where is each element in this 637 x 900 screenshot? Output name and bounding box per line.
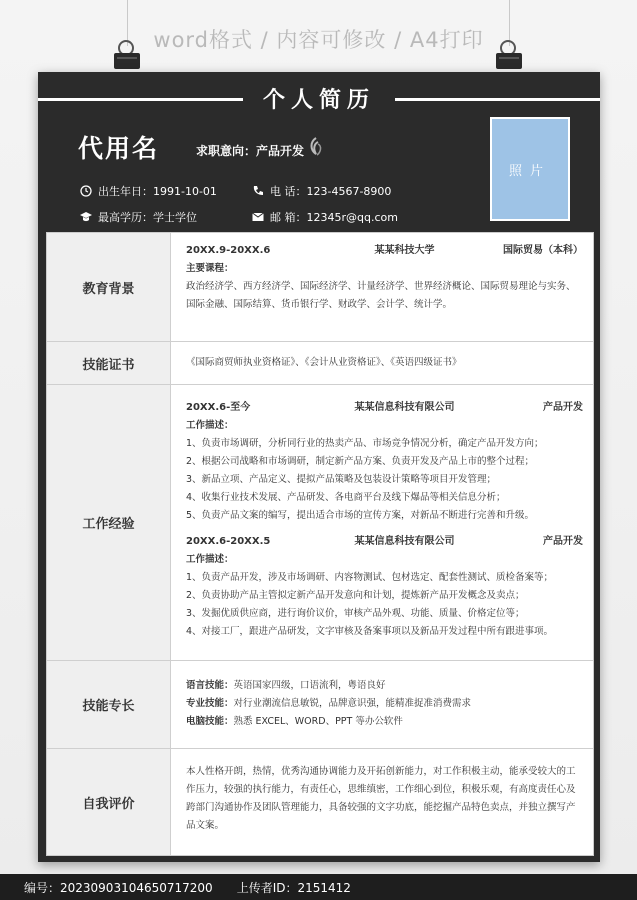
desc-item: 3、发掘优质供应商，进行询价议价，审核产品外观、功能、质量、价格定位等；: [186, 608, 525, 619]
section-body: [186, 763, 583, 835]
skill-value: 对行业潮流信息敏锐，品牌意识强，能精准捉准消费需求: [233, 698, 472, 709]
section-label: 技能专长: [47, 661, 171, 748]
footer-bar: [0, 874, 637, 900]
section-self-evaluation: [47, 749, 593, 855]
swirl-logo-icon: [306, 136, 326, 158]
footer-uploader: 上传者ID：2151412: [236, 880, 351, 895]
job-header: [186, 533, 583, 551]
entry-date: 20XX.9-20XX.6: [186, 245, 271, 256]
certificates-text: 《国际商贸师执业资格证》、《会计从业资格证》、《英语四级证书》: [186, 357, 462, 368]
phone-text: 电 话：123-4567-8900: [270, 185, 392, 198]
binder-clip-icon: [114, 40, 140, 70]
desc-title: 工作描述：: [186, 554, 234, 565]
section-label: 工作经验: [47, 385, 171, 660]
resume-content: [46, 232, 594, 856]
courses-text: 政治经济学、西方经济学、国际经济学、计量经济学、世界经济概论、国际贸易理论与实务、国际金融、国际结算、货币银行学、财政学、会计学、统计学。: [186, 281, 576, 310]
entry-date: 20XX.6-20XX.5: [186, 536, 271, 547]
entry-date: 20XX.6-至今: [186, 402, 251, 413]
email-icon: [252, 211, 264, 223]
entry-role: 国际贸易（本科）: [503, 245, 583, 256]
birth-text: 出生年日：1991-10-01: [98, 185, 217, 198]
job-header: [186, 399, 583, 417]
skill-line: [186, 695, 583, 713]
entry-org: 某某信息科技有限公司: [354, 402, 455, 413]
education-header: [186, 242, 583, 260]
entry-org: 某某信息科技有限公司: [354, 536, 455, 547]
clock-icon: [80, 185, 92, 197]
resume-title: 个人简历: [262, 88, 376, 113]
skill-value: 熟悉 EXCEL、WORD、PPT 等办公软件: [233, 716, 403, 727]
section-body: [186, 677, 583, 731]
desc-title: 工作描述：: [186, 420, 234, 431]
info-birth: [80, 183, 217, 199]
job-intent: 求职意向：产品开发: [196, 144, 305, 158]
desc-item: 4、对接工厂，跟进产品研发，文字审核及备案事项以及新品开发过程中所有跟进事项。: [186, 626, 554, 637]
entry-role: 产品开发: [543, 536, 583, 547]
desc-item: 1、负责产品开发，涉及市场调研、内容物测试、包材选定、配套性测试、质检备案等；: [186, 572, 554, 583]
photo-placeholder[interactable]: 照片: [490, 117, 570, 221]
skill-value: 英语国家四级，口语流利，粤语良好: [233, 680, 386, 691]
title-row: [38, 86, 600, 112]
section-education: [47, 233, 593, 342]
courses-title: 主要课程：: [186, 263, 234, 274]
skill-line: [186, 677, 583, 695]
education-text: 最高学历：学士学位: [98, 211, 197, 224]
section-label: 自我评价: [47, 749, 171, 855]
skill-key: 电脑技能：: [186, 716, 234, 727]
info-education: [80, 209, 197, 225]
skill-key: 语言技能：: [186, 680, 234, 691]
title-divider: [38, 98, 243, 101]
desc-item: 1、负责市场调研，分析同行业的热卖产品、市场竞争情况分析，确定产品开发方向；: [186, 438, 544, 449]
candidate-name: 代用名: [78, 134, 160, 163]
self-evaluation-text: 本人性格开朗，热情，优秀沟通协调能力及开拓创新能力，对工作积极主动，能承受较大的工作压力，较强的执行能力，有责任心，思维缜密，工作细心到位，积极乐观，有高度责任心及跨部门沟通协作及团队管理能力，具备较强的文字功底，能挖掘产品特色卖点，并独立撰写产品文案。: [186, 766, 576, 831]
skill-line: [186, 713, 583, 731]
title-divider: [395, 98, 600, 101]
section-body: [186, 354, 583, 372]
section-work: [47, 385, 593, 661]
desc-item: 2、根据公司战略和市场调研，制定新产品方案、负责开发及产品上市的整个过程；: [186, 456, 535, 467]
binder-clip-icon: [496, 40, 522, 70]
job-entry: [186, 533, 583, 641]
section-label: 技能证书: [47, 342, 171, 384]
desc-item: 4、收集行业技术发展、产品研发、各电商平台及线下爆品等相关信息分析；: [186, 492, 506, 503]
section-body: [186, 399, 583, 641]
section-skills: [47, 661, 593, 749]
section-label: 教育背景: [47, 233, 171, 341]
format-banner: word格式 / 内容可修改 / A4打印: [153, 28, 484, 52]
skill-key: 专业技能：: [186, 698, 234, 709]
entry-org: 某某科技大学: [374, 245, 435, 256]
info-email: [252, 209, 398, 225]
desc-item: 2、负责协助产品主管拟定新产品开发意向和计划，提炼新产品开发概念及卖点；: [186, 590, 525, 601]
desc-item: 3、新品立项、产品定义、提拟产品策略及包装设计策略等项目开发管理；: [186, 474, 497, 485]
entry-role: 产品开发: [543, 402, 583, 413]
graduation-cap-icon: [80, 211, 92, 223]
info-phone: [252, 183, 391, 199]
section-certificates: [47, 342, 593, 385]
footer-id: 编号：20230903104650717200: [24, 880, 213, 895]
desc-item: 5、负责产品文案的编写，提出适合市场的宣传方案，对新品不断进行完善和升级。: [186, 510, 535, 521]
email-text: 邮 箱：12345r@qq.com: [270, 211, 398, 224]
job-entry: [186, 399, 583, 525]
section-body: [186, 242, 583, 314]
resume-sheet: [38, 72, 600, 862]
phone-icon: [252, 185, 264, 197]
